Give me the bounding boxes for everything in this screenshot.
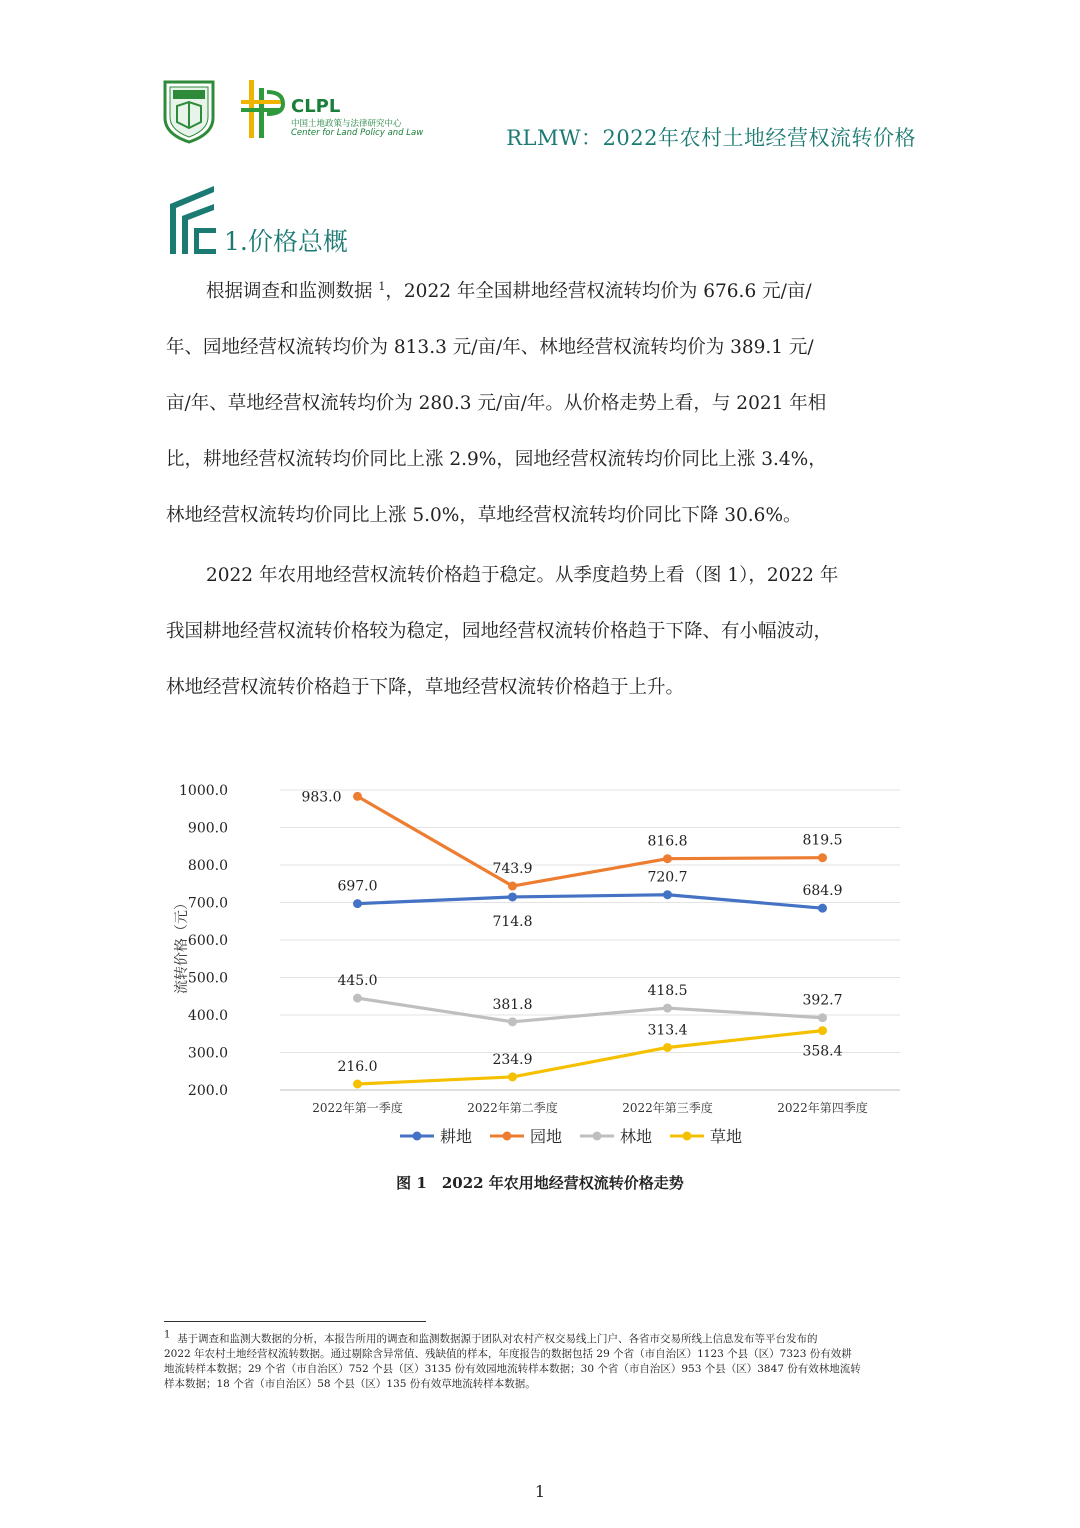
- page-number: 1: [534, 1482, 546, 1501]
- footnote-line: 地流转样本数据；29 个省（市自治区）752 个县（区）3135 份有效园地流转样本数据；30 个省（市自治区）953 个县（区）3847 份有效林地流转: [164, 1363, 861, 1375]
- data-point: [353, 899, 362, 908]
- data-label: 445.0: [337, 973, 378, 990]
- data-point: [818, 904, 827, 913]
- series-line-2: [358, 998, 823, 1022]
- paragraph-1-line: 比，耕地经营权流转均价同比上涨 2.9%，园地经营权流转均价同比上涨 3.4%，: [166, 449, 827, 470]
- data-label: 418.5: [647, 983, 688, 1000]
- footnote-line: 基于调查和监测大数据的分析，本报告所用的调查和监测数据源于团队对农村产权交易线上门户、各省市交易所线上信息发布等平台发布的: [177, 1333, 818, 1345]
- paragraph-1: [166, 264, 916, 544]
- legend-marker: [593, 1132, 602, 1141]
- y-tick-label: 300.0: [187, 1045, 228, 1062]
- y-tick-label: 600.0: [187, 933, 228, 949]
- data-point: [353, 1080, 362, 1089]
- header-title: RLMW：2022年农村土地经营权流转价格: [506, 126, 916, 150]
- data-point: [353, 792, 362, 801]
- chart-data-labels: [301, 789, 842, 1075]
- paragraph-2-line: 我国耕地经营权流转价格较为稳定，园地经营权流转价格趋于下降、有小幅波动，: [166, 621, 833, 642]
- clpl-logo-icon: [241, 80, 283, 138]
- data-label: 816.8: [647, 833, 688, 850]
- y-tick-label: 700.0: [187, 895, 228, 912]
- data-label: 720.7: [647, 869, 688, 886]
- series-line-0: [358, 895, 823, 908]
- legend-marker: [503, 1132, 512, 1141]
- data-label: 381.8: [492, 996, 533, 1013]
- y-tick-label: 800.0: [187, 858, 228, 874]
- x-tick-label: 2022年第一季度: [312, 1101, 403, 1115]
- paragraph-2-line: 林地经营权流转价格趋于下降，草地经营权流转价格趋于上升。: [166, 677, 685, 698]
- price-trend-chart: [160, 770, 920, 1160]
- paragraph-1-line: 林地经营权流转均价同比上涨 5.0%，草地经营权流转均价同比下降 30.6%。: [166, 505, 802, 526]
- paragraph-2: [166, 548, 916, 716]
- chart-y-label: 流转价格（元）: [174, 896, 190, 994]
- series-line-1: [358, 796, 823, 886]
- footnote-ref[interactable]: 1: [378, 279, 386, 293]
- data-point: [818, 1026, 827, 1035]
- data-label: 743.9: [492, 861, 533, 878]
- y-tick-label: 200.0: [187, 1083, 228, 1099]
- legend-label: 林地: [620, 1127, 653, 1146]
- data-label: 358.4: [802, 1043, 843, 1060]
- x-tick-label: 2022年第四季度: [777, 1101, 868, 1115]
- data-point: [818, 1013, 827, 1022]
- data-label: 392.7: [802, 992, 843, 1009]
- data-point: [508, 1017, 517, 1026]
- data-point: [508, 892, 517, 901]
- data-point: [663, 1004, 672, 1013]
- data-label: 983.0: [301, 789, 342, 806]
- y-tick-label: 500.0: [187, 970, 228, 987]
- paragraph-1-line: 亩/年、草地经营权流转均价为 280.3 元/亩/年。从价格走势上看，与 2021 年相: [166, 393, 827, 414]
- legend-marker: [413, 1132, 422, 1141]
- header-logos: [163, 78, 423, 144]
- data-label: 216.0: [337, 1059, 378, 1075]
- data-point: [508, 882, 517, 891]
- data-label: 313.4: [647, 1022, 688, 1039]
- footnote-line: 样本数据；18 个省（市自治区）58 个县（区）135 份有效草地流转样本数据。: [164, 1378, 536, 1390]
- section-marker-icon: [166, 184, 226, 256]
- legend-label: 园地: [530, 1127, 563, 1146]
- figure-caption: 图 1 2022 年农用地经营权流转价格走势: [396, 1174, 684, 1192]
- section-heading: [166, 184, 348, 256]
- data-point: [508, 1072, 517, 1081]
- footnote-line: 2022 年农村土地经营权流转数据。通过剔除含异常值、残缺值的样本，年度报告的数据包括 29 个省（市自治区）1123 个县（区）7323 份有效耕: [164, 1348, 852, 1360]
- series-line-3: [358, 1031, 823, 1084]
- section-title: 1.价格总概: [224, 227, 348, 256]
- data-label: 819.5: [802, 832, 843, 849]
- data-point: [353, 994, 362, 1003]
- data-point: [663, 854, 672, 863]
- clpl-logo-en: Center for Land Policy and Law: [291, 128, 424, 138]
- footnote-marker: 1: [164, 1329, 171, 1341]
- data-label: 684.9: [802, 883, 843, 900]
- y-tick-label: 400.0: [187, 1008, 228, 1024]
- chart-legend: [400, 1127, 742, 1146]
- footnote-divider: [164, 1321, 426, 1322]
- paragraph-1-line: 年、园地经营权流转均价为 813.3 元/亩/年、林地经营权流转均价为 389.1 元/: [166, 337, 814, 358]
- legend-label: 耕地: [440, 1127, 473, 1146]
- data-point: [663, 1043, 672, 1052]
- y-tick-label: 900.0: [187, 820, 228, 837]
- data-label: 697.0: [337, 878, 378, 895]
- chart-x-ticks: [312, 1100, 868, 1115]
- data-point: [818, 853, 827, 862]
- y-tick-label: 1000.0: [179, 783, 228, 799]
- footnote: [164, 1329, 924, 1392]
- data-label: 234.9: [492, 1051, 533, 1068]
- clpl-logo-cn: 中国土地政策与法律研究中心: [291, 119, 402, 129]
- legend-marker: [683, 1132, 692, 1141]
- x-tick-label: 2022年第二季度: [467, 1101, 558, 1115]
- paragraph-1-line: 根据调查和监测数据 $^1$，2022 年全国耕地经营权流转均价为 676.6 元/亩/: [206, 279, 812, 302]
- x-tick-label: 2022年第三季度: [622, 1101, 713, 1115]
- paragraph-2-line: 2022 年农用地经营权流转价格趋于稳定。从季度趋势上看（图 1），2022 年: [206, 565, 839, 586]
- legend-label: 草地: [710, 1127, 743, 1146]
- data-point: [663, 890, 672, 899]
- clpl-logo-text: CLPL: [291, 96, 341, 117]
- data-label: 714.8: [492, 913, 533, 930]
